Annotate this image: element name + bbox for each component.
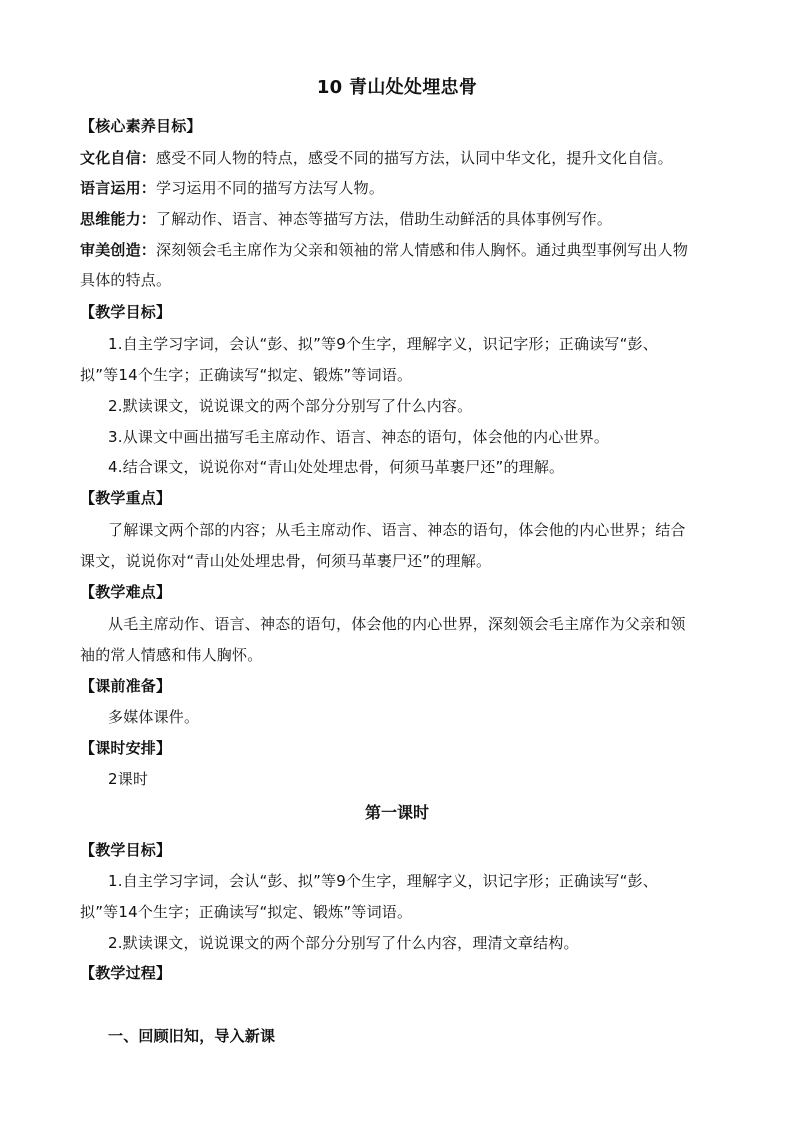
lesson-1-goals-heading: 【教学目标】	[80, 841, 172, 859]
lesson-1-heading: 第一课时	[364, 803, 429, 822]
teach-goal-1-line-2: 拟”等14个生字；正确读写“拟定、锻炼”等词语。	[80, 366, 413, 384]
culture-goal-label: 文化自信：	[80, 149, 157, 167]
key-points-line-2: 课文，说说你对“青山处处埋忠骨，何须马革裹尸还”的理解。	[80, 552, 492, 570]
teach-goal-2: 2.默读课文，说说课文的两个部分分别写了什么内容。	[108, 397, 473, 415]
lesson-1-goal-1-line-1: 1.自主学习字词，会认“彭、拟”等9个生字，理解字义，识记字形；正确读写“彭、	[108, 872, 658, 890]
teach-goal-3: 3.从课文中画出描写毛主席动作、语言、神态的语句，体会他的内心世界。	[108, 428, 610, 446]
aesthetic-goal-label: 审美创造：	[80, 241, 157, 259]
teach-goal-4: 4.结合课文，说说你对“青山处处埋忠骨，何须马革裹尸还”的理解。	[108, 458, 565, 476]
core-goals-heading: 【核心素养目标】	[80, 117, 202, 135]
language-goal-line	[80, 178, 384, 198]
thinking-goal-line	[80, 209, 612, 229]
schedule-heading: 【课时安排】	[80, 739, 172, 757]
key-points-heading: 【教学重点】	[80, 489, 172, 507]
document-title: 10 青山处处埋忠骨	[316, 77, 478, 98]
lesson-1-goal-1-line-2: 拟”等14个生字；正确读写“拟定、锻炼”等词语。	[80, 903, 413, 921]
aesthetic-goal-text: 深刻领会毛主席作为父亲和领袖的常人情感和伟人胸怀。通过典型事例写出人物	[156, 241, 689, 259]
culture-goal-text: 感受不同人物的特点，感受不同的描写方法，认同中华文化，提升文化自信。	[156, 149, 673, 167]
prep-heading: 【课前准备】	[80, 677, 172, 695]
culture-goal-line	[80, 148, 673, 168]
language-goal-label: 语言运用：	[80, 179, 157, 197]
prep-text: 多媒体课件。	[108, 708, 200, 726]
difficulties-heading: 【教学难点】	[80, 583, 172, 601]
lesson-1-goal-2: 2.默读课文，说说课文的两个部分分别写了什么内容，理清文章结构。	[108, 934, 579, 952]
teach-goal-1-line-1: 1.自主学习字词，会认“彭、拟”等9个生字，理解字义，识记字形；正确读写“彭、	[108, 335, 658, 353]
step-1-heading: 一、回顾旧知，导入新课	[108, 1027, 276, 1045]
thinking-goal-text: 了解动作、语言、神态等描写方法，借助生动鲜活的具体事例写作。	[156, 210, 613, 228]
process-heading: 【教学过程】	[80, 964, 172, 982]
teach-goals-heading: 【教学目标】	[80, 303, 172, 321]
language-goal-text: 学习运用不同的描写方法写人物。	[156, 179, 385, 197]
key-points-line-1: 了解课文两个部的内容；从毛主席动作、语言、神态的语句，体会他的内心世界；结合	[108, 521, 686, 539]
thinking-goal-label: 思维能力：	[80, 210, 157, 228]
aesthetic-goal-text-continued: 具体的特点。	[80, 271, 172, 289]
difficulties-line-2: 袖的常人情感和伟人胸怀。	[80, 646, 263, 664]
difficulties-line-1: 从毛主席动作、语言、神态的语句，体会他的内心世界，深刻领会毛主席作为父亲和领	[108, 615, 686, 633]
aesthetic-goal-line	[80, 240, 688, 260]
schedule-text: 2课时	[108, 770, 149, 788]
